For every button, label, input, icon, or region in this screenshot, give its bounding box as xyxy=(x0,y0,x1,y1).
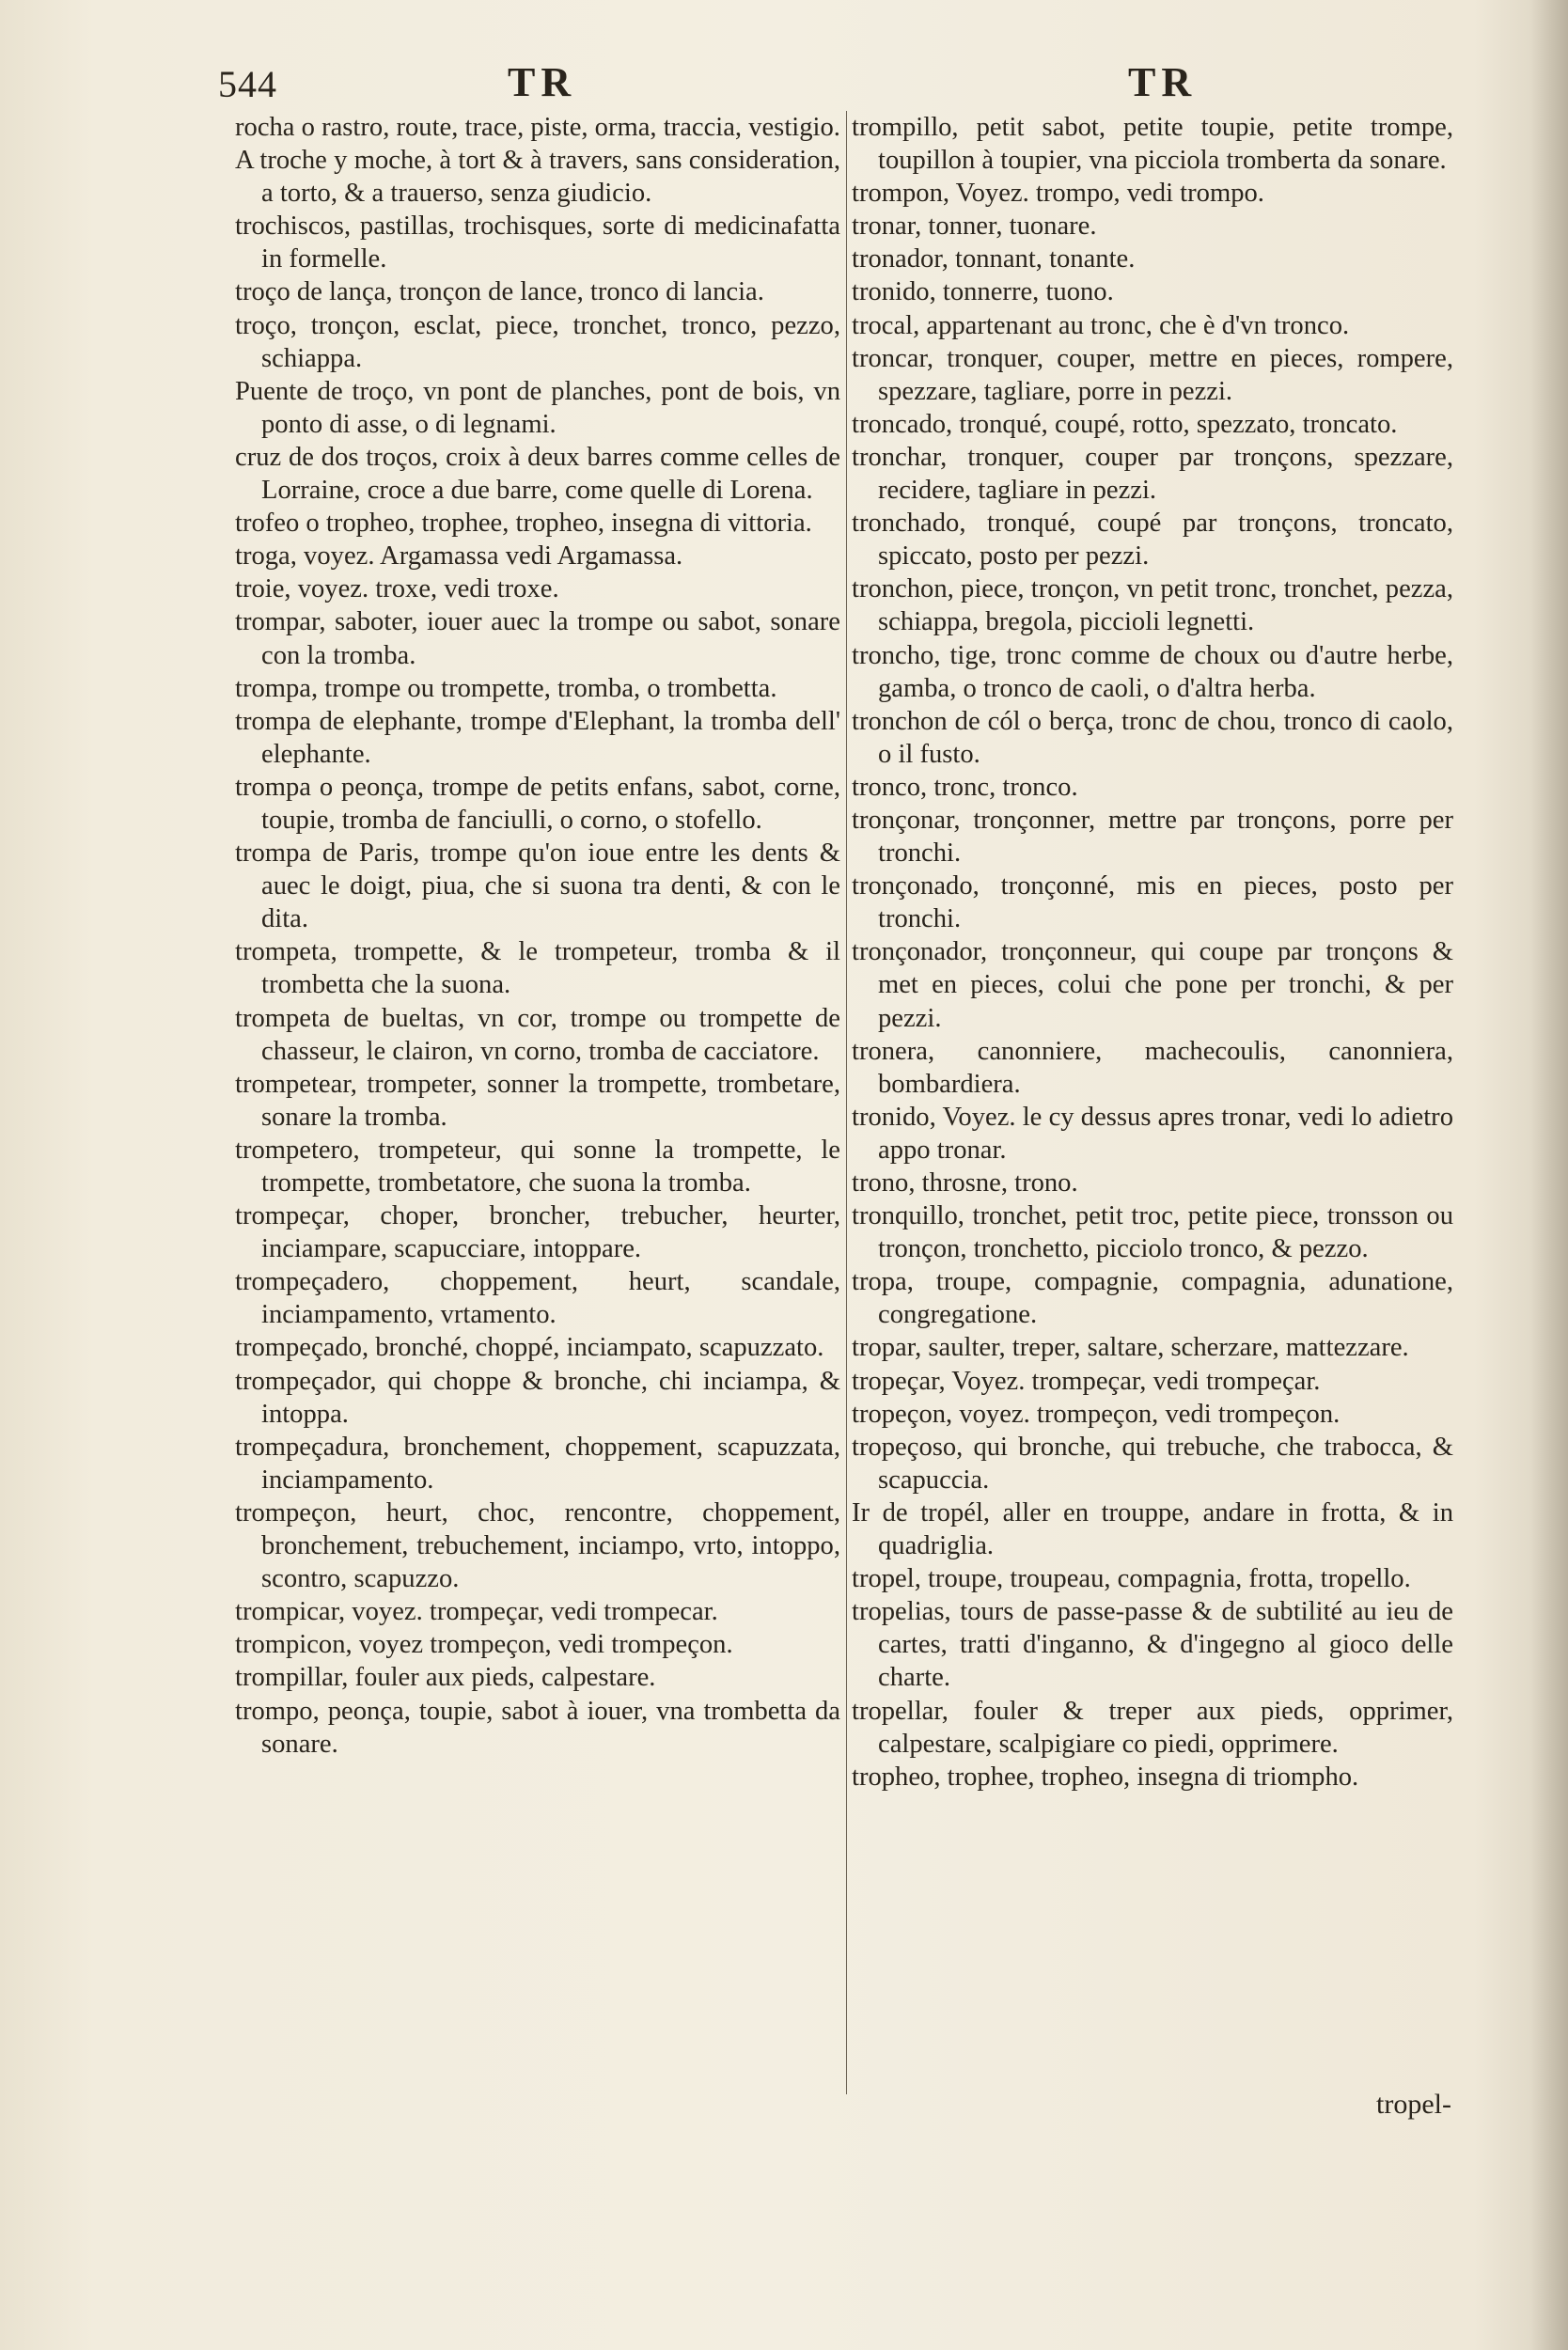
dictionary-entry: trompillo, petit sabot, petite toupie, petite trompe, toupillon à toupier, vna picciola tromberta da sonare. xyxy=(852,113,1453,176)
dictionary-entry: tronçonado, tronçonné, mis en pieces, posto per tronchi. xyxy=(852,871,1453,934)
dictionary-entry: trompeçado, bronché, choppé, inciampato, scapuzzato. xyxy=(235,1333,824,1363)
dictionary-entry: trofeo o tropheo, trophee, tropheo, insegna di vittoria. xyxy=(235,509,812,539)
dictionary-entry: tronido, tonnerre, tuono. xyxy=(852,277,1114,307)
dictionary-entry: tropel, troupe, troupeau, compagnia, frotta, tropello. xyxy=(852,1564,1411,1594)
dictionary-entry: tronchado, tronqué, coupé par tronçons, troncato, spiccato, posto per pezzi. xyxy=(852,509,1453,572)
dictionary-entry: tronco, tronc, tronco. xyxy=(852,772,1078,802)
dictionary-entry: tropar, saulter, treper, saltare, scherzare, mattezzare. xyxy=(852,1333,1409,1363)
dictionary-entry: troço de lança, tronçon de lance, tronco di lancia. xyxy=(235,277,764,307)
column-rule xyxy=(846,111,847,2094)
dictionary-entry: troga, voyez. Argamassa vedi Argamassa. xyxy=(235,541,683,572)
dictionary-entry: Puente de troço, vn pont de planches, pont de bois, vn ponto di asse, o di legnami. xyxy=(235,376,840,439)
left-column xyxy=(235,111,840,1761)
dictionary-entry: trompa o peonça, trompe de petits enfans, sabot, corne, toupie, tromba de fanciulli, o corno, o stofello. xyxy=(235,772,840,835)
dictionary-entry: rocha o rastro, route, trace, piste, orma, traccia, vestigio. xyxy=(235,113,840,142)
dictionary-entry: trompo, peonça, toupie, sabot à iouer, vna trombetta da sonare. xyxy=(235,1696,840,1759)
dictionary-entry: trocal, appartenant au tronc, che è d'vn tronco. xyxy=(852,310,1350,340)
dictionary-entry: tropeçoso, qui bronche, qui trebuche, che trabocca, & scapuccia. xyxy=(852,1432,1453,1495)
dictionary-entry: Ir de tropél, aller en trouppe, andare in frotta, & in quadriglia. xyxy=(852,1497,1453,1561)
dictionary-entry: trompicar, voyez. trompeçar, vedi trompecar. xyxy=(235,1597,718,1627)
dictionary-entry: trompeçadero, choppement, heurt, scandale, inciampamento, vrtamento. xyxy=(235,1267,840,1330)
dictionary-entry: tropellar, fouler & treper aux pieds, opprimer, calpestare, scalpigiare co piedi, opprimere. xyxy=(852,1696,1453,1759)
dictionary-entry: trompeçador, qui choppe & bronche, chi inciampa, & intoppa. xyxy=(235,1366,840,1429)
dictionary-entry: tronchon, piece, tronçon, vn petit tronc, tronchet, pezza, schiappa, bregola, piccioli legnetti. xyxy=(852,574,1453,637)
dictionary-entry: trompeçon, heurt, choc, rencontre, choppement, bronchement, trebuchement, inciampo, vrto, intoppo, scontro, scapuzzo. xyxy=(235,1497,840,1594)
catchword: tropel- xyxy=(1376,2089,1451,2120)
dictionary-entry: tropa, troupe, compagnie, compagnia, adunatione, congregatione. xyxy=(852,1267,1453,1330)
dictionary-entry: trompillar, fouler aux pieds, calpestare. xyxy=(235,1663,656,1693)
dictionary-entry: trompicon, voyez trompeçon, vedi trompeçon. xyxy=(235,1630,733,1660)
dictionary-entry: trompa, trompe ou trompette, tromba, o trombetta. xyxy=(235,673,777,703)
dictionary-entry: troncar, tronquer, couper, mettre en pieces, rompere, spezzare, tagliare, porre in pezzi. xyxy=(852,343,1453,406)
dictionary-entry: tropelias, tours de passe-passe & de subtilité au ieu de cartes, tratti d'inganno, & d'ingegno al gioco delle charte. xyxy=(852,1597,1453,1693)
right-column xyxy=(852,111,1453,1794)
dictionary-entry: trono, throsne, trono. xyxy=(852,1168,1078,1198)
dictionary-entry: tropeçar, Voyez. trompeçar, vedi trompeçar. xyxy=(852,1366,1321,1396)
dictionary-entry: troncho, tige, tronc comme de choux ou d'autre herbe, gamba, o tronco de caoli, o d'altra herba. xyxy=(852,640,1453,703)
dictionary-entry: trompetero, trompeteur, qui sonne la trompette, le trompette, trombetatore, che suona la tromba. xyxy=(235,1135,840,1198)
dictionary-entry: tronçonador, tronçonneur, qui coupe par tronçons & met en pieces, colui che pone per tronchi, & per pezzi. xyxy=(852,937,1453,1033)
dictionary-entry: tropheo, trophee, tropheo, insegna di triompho. xyxy=(852,1762,1359,1792)
dictionary-entry: tronido, Voyez. le cy dessus apres tronar, vedi lo adietro appo tronar. xyxy=(852,1102,1453,1165)
dictionary-entry: troço, tronçon, esclat, piece, tronchet, tronco, pezzo, schiappa. xyxy=(235,310,840,373)
dictionary-entry: tronçonar, tronçonner, mettre par tronçons, porre per tronchi. xyxy=(852,805,1453,869)
running-head-left: TR xyxy=(508,59,577,105)
dictionary-entry: tronar, tonner, tuonare. xyxy=(852,212,1097,242)
dictionary-entry: tronador, tonnant, tonante. xyxy=(852,244,1136,274)
dictionary-entry: tropeçon, voyez. trompeçon, vedi trompeçon. xyxy=(852,1399,1341,1429)
dictionary-entry: trompetear, trompeter, sonner la trompette, trombetare, sonare la tromba. xyxy=(235,1069,840,1132)
dictionary-entry: troie, voyez. troxe, vedi troxe. xyxy=(235,574,559,604)
dictionary-entry: tronchar, tronquer, couper par tronçons, spezzare, recidere, tagliare in pezzi. xyxy=(852,442,1453,506)
dictionary-entry: tronera, canonniere, machecoulis, canonniera, bombardiera. xyxy=(852,1036,1453,1099)
dictionary-entry: trompeçar, choper, broncher, trebucher, heurter, inciampare, scapucciare, intoppare. xyxy=(235,1201,840,1264)
dictionary-entry: trompa de Paris, trompe qu'on ioue entre les dents & auec le doigt, piua, che si suona tra denti, & con le dita. xyxy=(235,838,840,934)
dictionary-entry: trompeçadura, bronchement, choppement, scapuzzata, inciampamento. xyxy=(235,1432,840,1495)
dictionary-entry: trompeta, trompette, & le trompeteur, tromba & il trombetta che la suona. xyxy=(235,937,840,1000)
dictionary-entry: tronquillo, tronchet, petit troc, petite piece, tronsson ou tronçon, tronchetto, picciolo tronco, & pezzo. xyxy=(852,1201,1453,1264)
page-number: 544 xyxy=(218,63,277,105)
dictionary-entry: tronchon de cól o berça, tronc de chou, tronco di caolo, o il fusto. xyxy=(852,706,1453,769)
dictionary-entry: cruz de dos troços, croix à deux barres comme celles de Lorraine, croce a due barre, come quelle di Lorena. xyxy=(235,442,840,506)
dictionary-entry: trompar, saboter, iouer auec la trompe ou sabot, sonare con la tromba. xyxy=(235,607,840,670)
dictionary-entry: trompon, Voyez. trompo, vedi trompo. xyxy=(852,179,1264,209)
running-head-right: TR xyxy=(1128,59,1198,105)
dictionary-entry: trochiscos, pastillas, trochisques, sorte di medicinafatta in formelle. xyxy=(235,212,840,274)
page-header xyxy=(0,49,1568,105)
dictionary-entry: troncado, tronqué, coupé, rotto, spezzato, troncato. xyxy=(852,409,1398,439)
dictionary-entry: A troche y moche, à tort & à travers, sans consideration, a torto, & a trauerso, senza giudicio. xyxy=(235,146,840,209)
dictionary-entry: trompa de elephante, trompe d'Elephant, la tromba dell' elephante. xyxy=(235,706,840,769)
dictionary-entry: trompeta de bueltas, vn cor, trompe ou trompette de chasseur, le clairon, vn corno, tromba de cacciatore. xyxy=(235,1003,840,1066)
page-edge-shadow xyxy=(1530,0,1568,2350)
